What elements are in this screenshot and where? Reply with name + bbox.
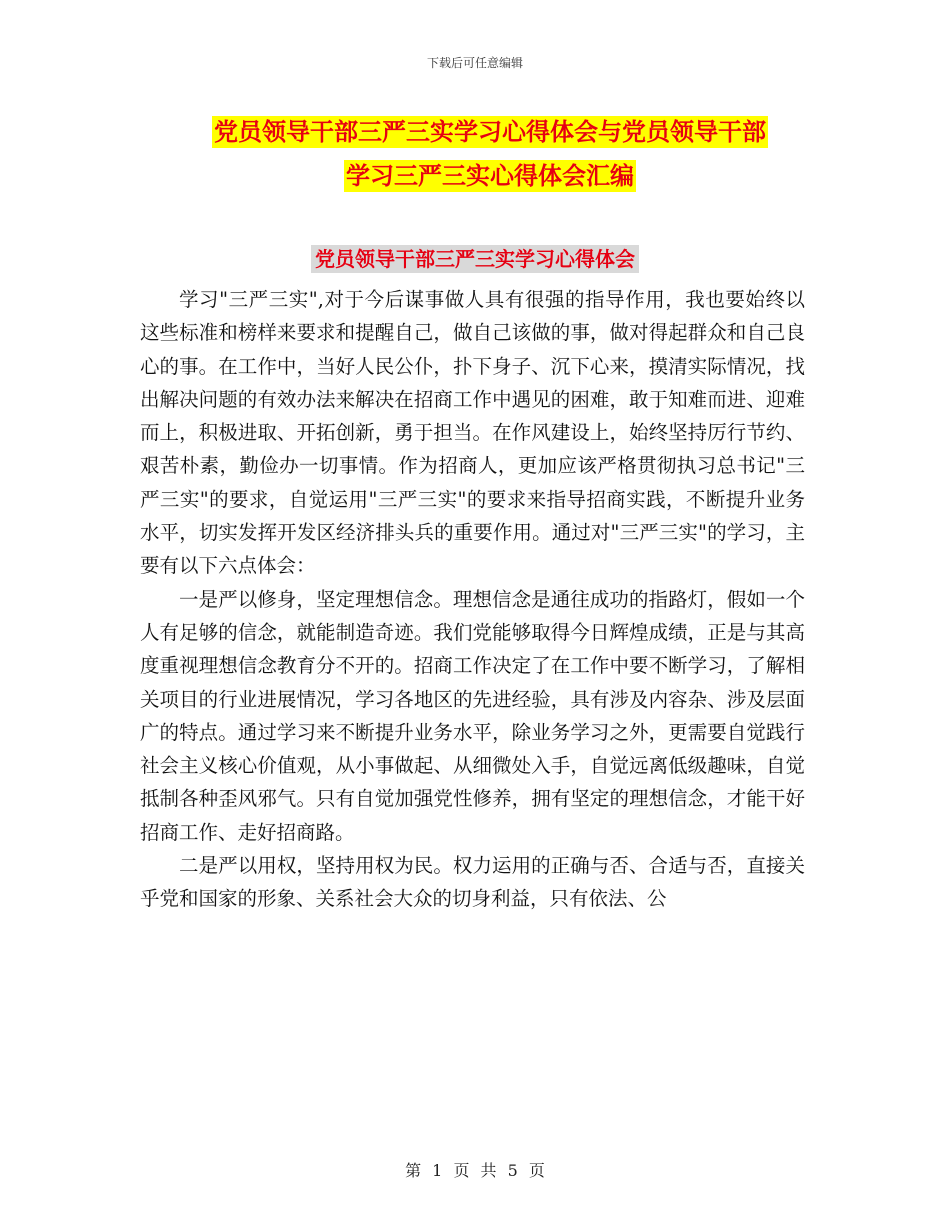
page-number: 第 1 页 共 5 页 <box>405 1161 545 1180</box>
document-title <box>150 110 830 198</box>
paragraph: 学习"三严三实",对于今后谋事做人具有很强的指导作用，我也要始终以这些标准和榜样来要求和提醒自己，做自己该做的事，做对得起群众和自己良心的事。在工作中，当好人民公仆，扑下身子、沉下心来，摸清实际情况，找出解决问题的有效办法来解决在招商工作中遇见的困难，敢于知难而进、迎难而上，积极进取、开拓创新，勇于担当。在作风建设上，始终坚持厉行节约、艰苦朴素，勤俭办一切事情。作为招商人，更加应该严格贯彻执习总书记"三严三实"的要求，自觉运用"三严三实"的要求来指导招商实践，不断提升业务水平，切实发挥开发区经济排头兵的重要作用。通过对"三严三实"的学习，主要有以下六点体会： <box>140 288 805 578</box>
header-note: 下载后可任意编辑 <box>426 56 523 70</box>
paragraph: 一是严以修身，坚定理想信念。理想信念是通往成功的指路灯，假如一个人有足够的信念，就能制造奇迹。我们党能够取得今日辉煌成绩，正是与其高度重视理想信念教育分不开的。招商工作决定了在工作中要不断学习，了解相关项目的行业进展情况，学习各地区的先进经验，具有涉及内容杂、涉及层面广的特点。通过学习来不断提升业务水平，除业务学习之外，更需要自觉践行社会主义核心价值观，从小事做起、从细微处入手，自觉远离低级趣味，自觉抵制各种歪风邪气。只有自觉加强党性修养，拥有坚定的理想信念，才能干好招商工作、走好招商路。 <box>140 587 805 844</box>
section-heading-text: 党员领导干部三严三实学习心得体会 <box>311 245 639 273</box>
document-title-line-1: 党员领导干部三严三实学习心得体会与党员领导干部 <box>214 118 766 146</box>
paragraph: 二是严以用权，坚持用权为民。权力运用的正确与否、合适与否，直接关乎党和国家的形象、关系社会大众的切身利益，只有依法、公 <box>140 854 805 911</box>
document-title-line-2: 学习三严三实心得体会汇编 <box>346 162 634 190</box>
section-heading <box>0 243 950 272</box>
body-text <box>140 283 805 916</box>
